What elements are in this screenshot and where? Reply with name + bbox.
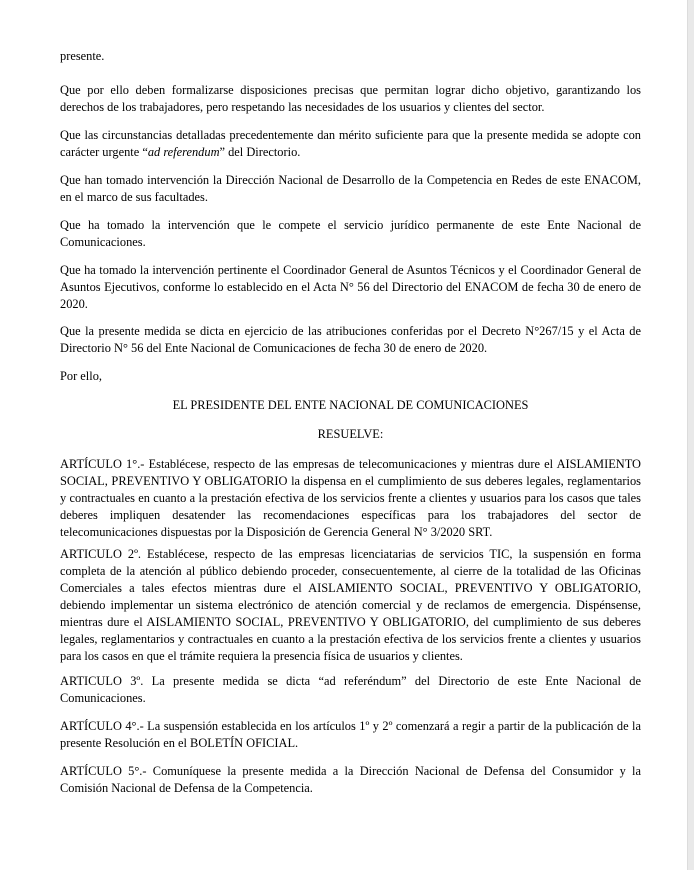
article-3: ARTICULO 3º. La presente medida se dicta “ad referéndum” del Directorio de este Ente Nacional de Comunicaciones. <box>60 674 641 705</box>
article-2: ARTICULO 2º. Establécese, respecto de las empresas licenciatarias de servicios TIC, la suspensión en forma completa de la atención al público debiendo proceder, consecuentemente, al cierre de la totalidad de las Oficinas Comerciales a tales efectos mientras dure el AISLAMIENTO SOCIAL, PREVENTIVO Y OBLIGATORIO, debiendo implementar un sistema electrónico de atención comercial y de reclamos de emergencia. Dispénsense, mientras dure el AISLAMIENTO SOCIAL, PREVENTIVO Y OBLIGATORIO, del cumplimiento de sus deberes legales, reglamentarios y contractuales en cuanto a la prestación efectiva de los servicios frente a clientes y usuarios para los casos en que el trámite requiera la presencia física de usuarios y clientes. <box>60 547 641 663</box>
paragraph-urgente-text: Que las circunstancias detalladas precedentemente dan mérito suficiente para que la presente medida se adopte con carácter urgente “ <box>60 128 641 159</box>
paragraph-direccion-nacional: Que han tomado intervención la Dirección Nacional de Desarrollo de la Competencia en Redes de este ENACOM, en el marco de sus facultades. <box>60 173 641 204</box>
paragraph-coordinadores: Que ha tomado la intervención pertinente el Coordinador General de Asuntos Técnicos y el Coordinador General de Asuntos Ejecutivos, conforme lo establecido en el Acta N° 56 del Directorio del ENACOM de fecha 30 de enero de 2020. <box>60 263 641 311</box>
paragraph-servicio-juridico: Que ha tomado la intervención que le compete el servicio jurídico permanente de este Ente Nacional de Comunicaciones. <box>60 218 641 249</box>
authority-heading: EL PRESIDENTE DEL ENTE NACIONAL DE COMUNICACIONES <box>172 398 529 412</box>
article-1: ARTÍCULO 1°.- Establécese, respecto de las empresas de telecomunicaciones y mientras dure el AISLAMIENTO SOCIAL, PREVENTIVO Y OBLIGATORIO la dispensa en el cumplimiento de sus deberes legales, reglamentarios y contractuales en cuanto a la prestación efectiva de los servicios frente a clientes y usuarios para los casos que tales deberes impliquen desatender las recomendaciones específicas para los trabajadores del sector de telecomunicaciones dispuestas por la Disposición de Gerencia General N° 3/2020 SRT. <box>60 457 641 539</box>
paragraph-atribuciones: Que la presente medida se dicta en ejercicio de las atribuciones conferidas por el Decreto N°267/15 y el Acta de Directorio N° 56 del Ente Nacional de Comunicaciones de fecha 30 de enero de 2020. <box>60 324 641 355</box>
paragraph-por-ello: Por ello, <box>60 369 102 383</box>
ad-referendum-italic: ad referendum <box>147 145 220 159</box>
paragraph-presente: presente. <box>60 49 105 63</box>
article-5: ARTÍCULO 5°.- Comuníquese la presente medida a la Dirección Nacional de Defensa del Consumidor y la Comisión Nacional de Defensa de la Competencia. <box>60 764 641 795</box>
paragraph-urgente <box>60 127 641 161</box>
resolves-heading: RESUELVE: <box>317 427 384 441</box>
paragraph-objetivo: Que por ello deben formalizarse disposiciones precisas que permitan lograr dicho objetivo, garantizando los derechos de los trabajadores, pero respetando las necesidades de los usuarios y clientes del sector. <box>60 83 641 114</box>
article-4: ARTÍCULO 4°.- La suspensión establecida en los artículos 1º y 2º comenzará a regir a partir de la publicación de la presente Resolución en el BOLETÍN OFICIAL. <box>60 719 641 750</box>
page-edge-divider <box>687 0 694 870</box>
paragraph-urgente-tail: ” del Directorio. <box>219 145 301 159</box>
